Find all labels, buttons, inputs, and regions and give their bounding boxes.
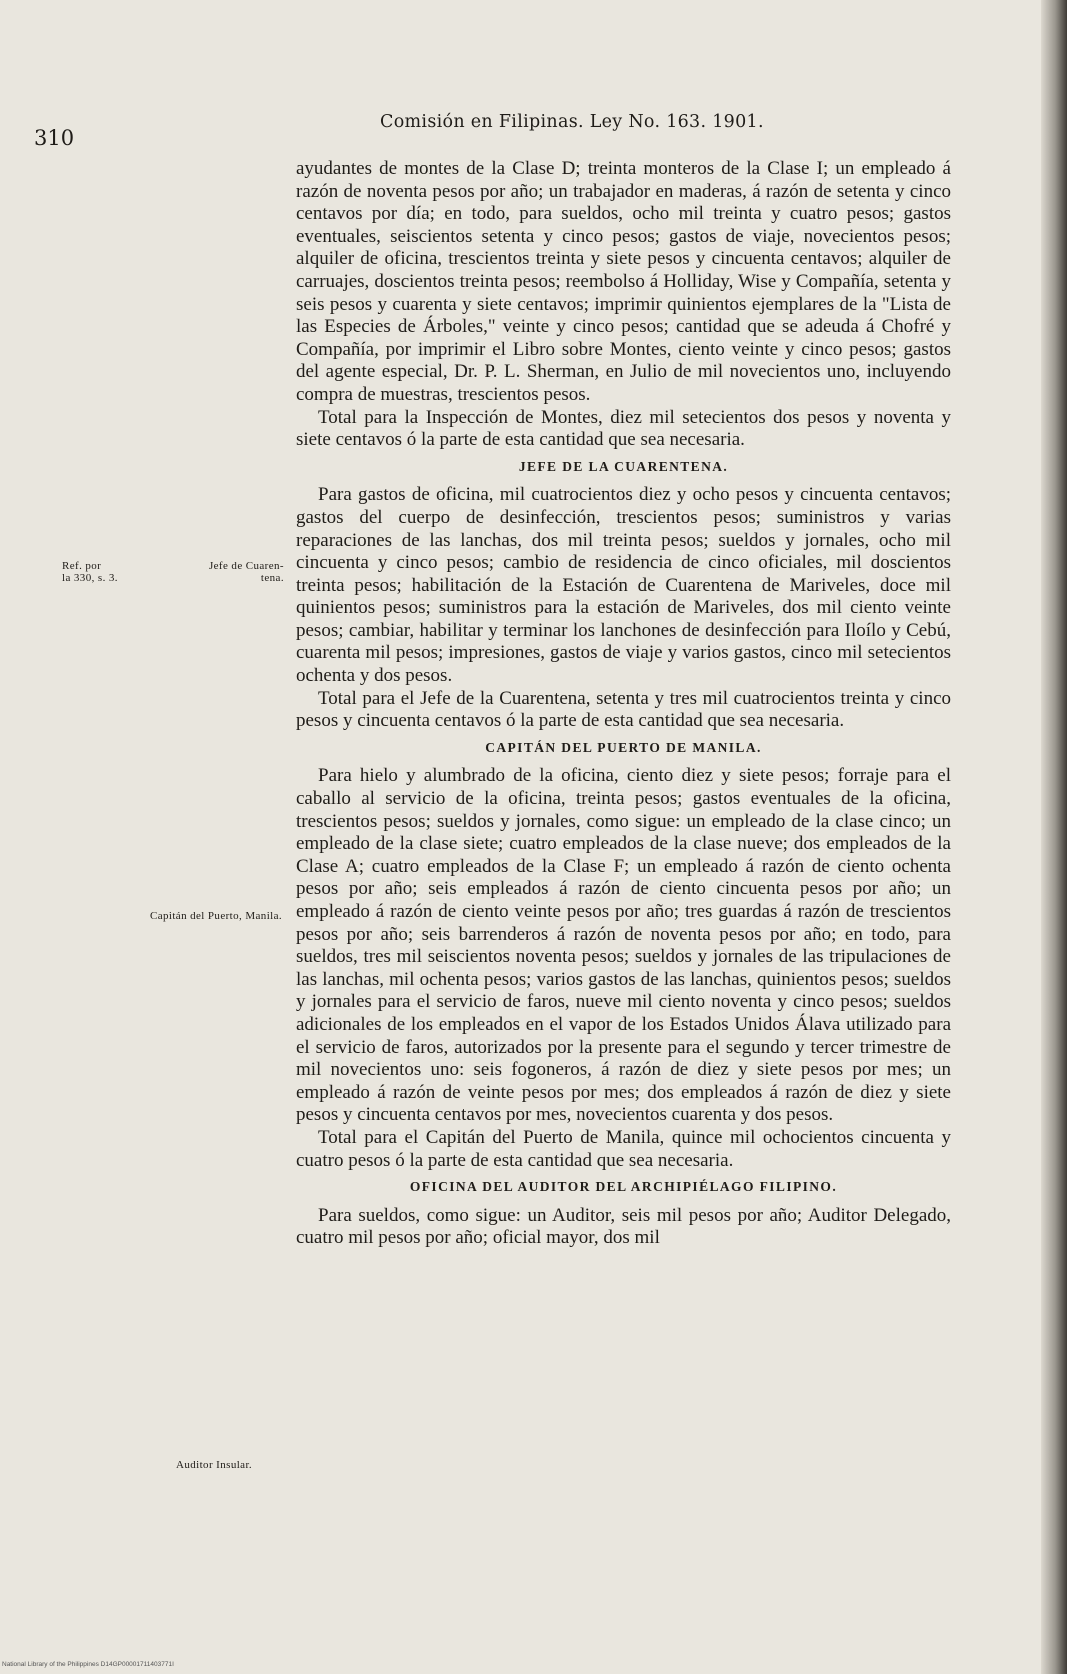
page-edge-shadow	[1041, 0, 1067, 1674]
quarantine-paragraph: Para gastos de oficina, mil cuatrocientos diez y ocho pesos y cincuenta centavos; gastos del cuerpo de desinfección, trescientos pesos; suministros y varias reparaciones de las lanchas, dos mil treinta pesos; sueldos y jornales, ocho mil cincuenta y cinco pesos; cambio de residencia de cinco oficiales, mil doscientos treinta pesos; habilitación de la Estación de Cuarentena de Mariveles, doce mil quinientos pesos; suministros para la estación de Mariveles, dos mil ciento veinte pesos; cambiar, habilitar y terminar los lanchones de desinfección para Iloílo y Cebú, cuarenta mil pesos; impresiones, gastos de viaje y varios gastos, cinco mil setecientos ochenta y dos pesos.	[296, 484, 951, 687]
port-captain-total: Total para el Capitán del Puerto de Manila, quince mil ochocientos cincuenta y cuatro pesos ó la parte de esta cantidad que sea necesaria.	[296, 1126, 951, 1171]
auditor-heading: OFICINA DEL AUDITOR DEL ARCHIPIÉLAGO FILIPINO.	[409, 1179, 838, 1195]
forestry-total: Total para la Inspección de Montes, diez mil setecientos dos pesos y noventa y siete centavos ó la parte de esta cantidad que sea necesaria.	[296, 406, 951, 451]
margin-note-quarantine-section: la 330, s. 3.	[62, 572, 118, 584]
quarantine-total: Total para el Jefe de la Cuarentena, setenta y tres mil cuatrocientos treinta y cinco pesos y cincuenta centavos ó la parte de esta cantidad que sea necesaria.	[296, 687, 951, 732]
running-head: Comisión en Filipinas. Ley No. 163. 1901.	[380, 112, 764, 132]
footer-credit: National Library of the Philippines D14GP00001711403771I	[2, 1661, 174, 1668]
port-captain-paragraph: Para hielo y alumbrado de la oficina, ciento diez y siete pesos; forraje para el caballo al servicio de la oficina, treinta pesos; gastos eventuales de la oficina, trescientos pesos; sueldos y jornales, como sigue: un empleado de la clase cinco; un empleado de la clase siete; cuatro empleados de la clase nueve; dos empleados de la Clase A; cuatro empleados de la Clase F; un empleado á razón de ciento ochenta pesos por año; seis empleados á razón de ciento cincuenta pesos por año; un empleado á razón de ciento veinte pesos por año; tres guardas á razón de trescientos pesos por año; seis barrenderos á razón de noventa pesos por año; en todo, para sueldos, tres mil seiscientos noventa pesos; sueldos y jornales de las tripulaciones de las lanchas, mil ochenta pesos; varios gastos de las lanchas, quinientos pesos; sueldos y jornales para el servicio de faros, nueve mil ciento noventa y cinco pesos; sueldos adicionales de los empleados en el vapor de los Estados Unidos Álava utilizado para el servicio de faros, autorizados por la presente para el segundo y tercer trimestre de mil novecientos uno: seis fogoneros, á razón de diez y siete pesos por mes; un empleado á razón de veinte pesos por mes; dos empleados á razón de diez y siete pesos y cincuenta centavos por mes, novecientos cuarenta y dos pesos.	[296, 765, 951, 1126]
margin-note-auditor: Auditor Insular.	[176, 1459, 253, 1471]
port-captain-heading: CAPITÁN DEL PUERTO DE MANILA.	[485, 739, 762, 755]
quarantine-heading: JEFE DE LA CUARENTENA.	[518, 458, 729, 474]
margin-note-quarantine-title: Jefe de Cuaren-	[208, 560, 284, 572]
margin-note-quarantine-cont: tena.	[260, 572, 284, 584]
body-text	[296, 158, 951, 1250]
margin-note-quarantine	[62, 560, 284, 584]
auditor-paragraph: Para sueldos, como sigue: un Auditor, seis mil pesos por año; Auditor Delegado, cuatro mil pesos por año; oficial mayor, dos mil	[296, 1204, 951, 1249]
margin-note-quarantine-ref: Ref. por	[62, 560, 102, 572]
forestry-paragraph: ayudantes de montes de la Clase D; treinta monteros de la Clase I; un empleado á razón de noventa pesos por año; un trabajador en maderas, á razón de setenta y cinco centavos por día; en todo, para sueldos, ocho mil treinta y cuatro pesos; gastos eventuales, seiscientos setenta y cinco pesos; gastos de viaje, novecientos pesos; alquiler de oficina, trescientos treinta y siete pesos y cincuenta centavos; alquiler de carruajes, doscientos treinta pesos; reembolso á Holliday, Wise y Compañía, setenta y seis pesos y cuarenta y siete centavos; imprimir quinientos ejemplares de la "Lista de las Especies de Árboles," veinte y cinco pesos; cantidad que se adeuda á Chofré y Compañía, por imprimir el Libro sobre Montes, ciento veinte y cinco pesos; gastos del agente especial, Dr. P. L. Sherman, en Julio de mil novecientos uno, incluyendo compra de muestras, trescientos pesos.	[296, 158, 951, 405]
page-number: 310	[34, 126, 75, 150]
margin-note-port-captain: Capitán del Puerto, Manila.	[149, 910, 283, 922]
